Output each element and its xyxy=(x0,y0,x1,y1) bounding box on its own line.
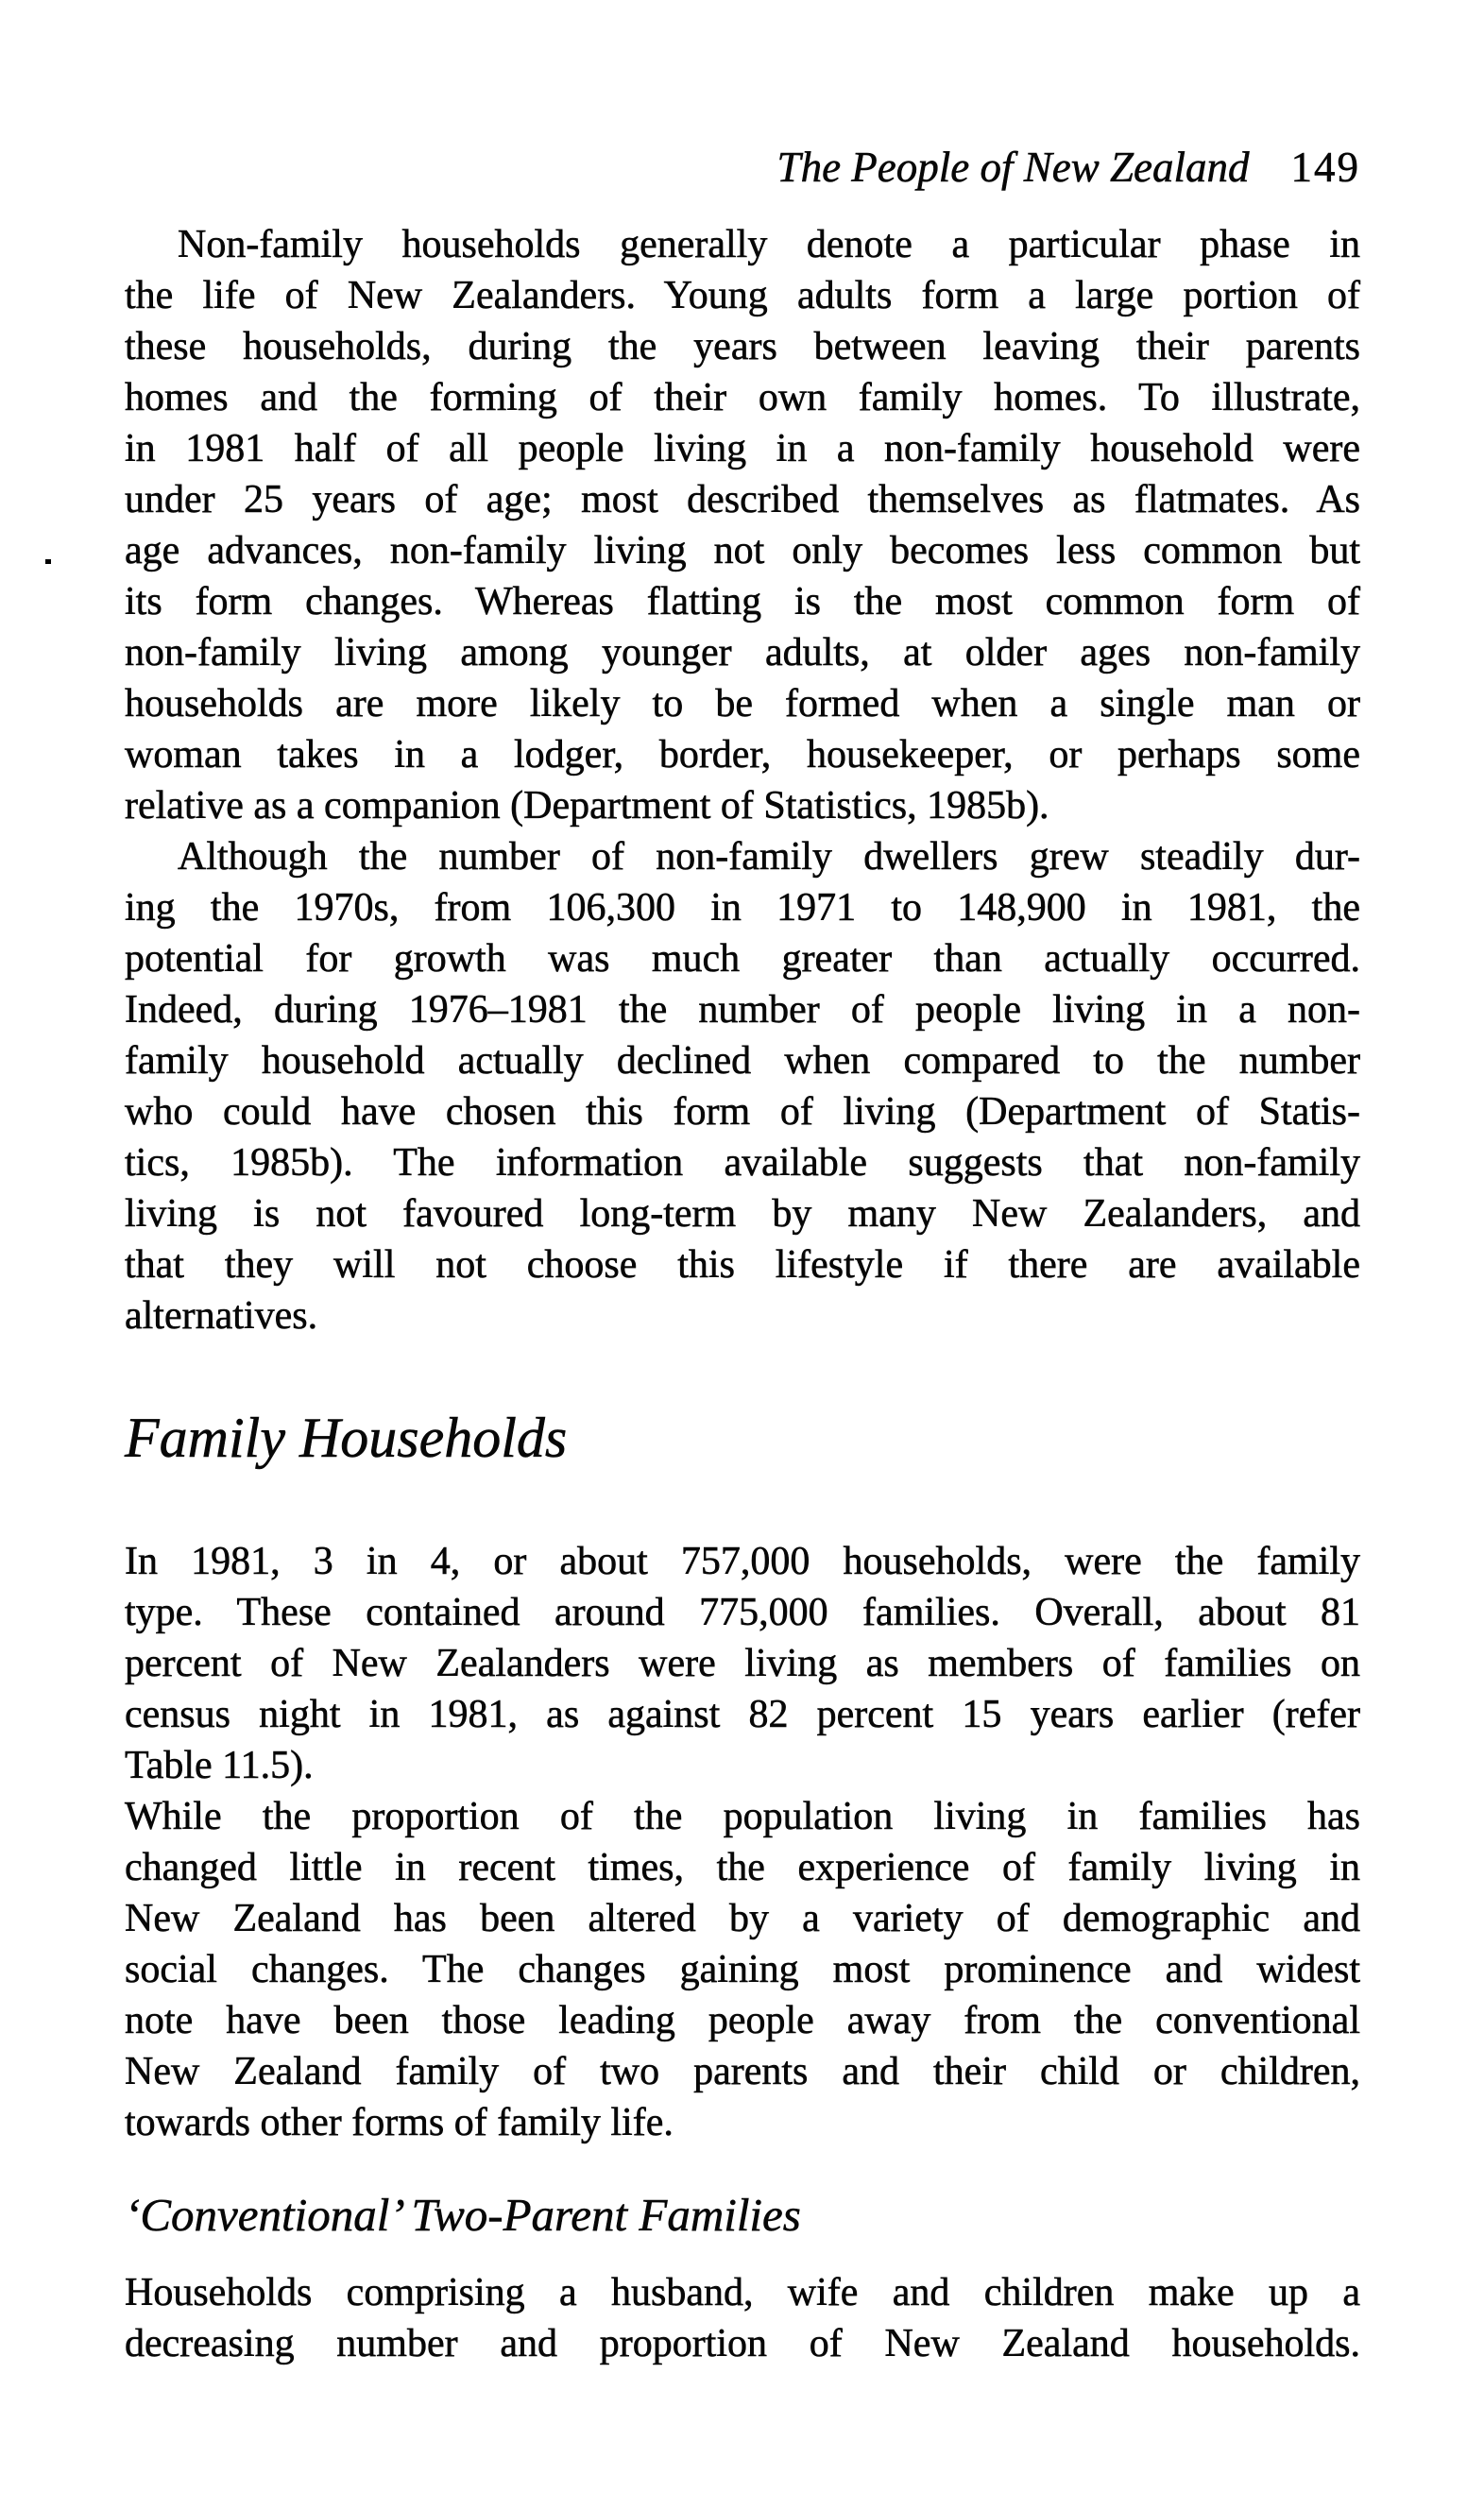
text-line: its form changes. Whereas flatting is the most common form of xyxy=(125,580,1360,623)
text-line: households are more likely to be formed when a single man or xyxy=(125,682,1360,726)
text-line: decreasing number and proportion of New Zealand households. xyxy=(125,2322,1360,2365)
subsection-heading-conventional-two-parent-families: ‘Conventional’ Two-Parent Families xyxy=(125,2189,801,2241)
text-line: non-family living among younger adults, at older ages non-family xyxy=(125,631,1360,674)
paragraph-non-family-households-1 xyxy=(125,219,1360,831)
text-line: the life of New Zealanders. Young adults form a large portion of xyxy=(125,274,1360,317)
text-line: census night in 1981, as against 82 percent 15 years earlier (refer xyxy=(125,1693,1360,1736)
text-line: Although the number of non-family dwellers grew steadily dur- xyxy=(178,835,1360,879)
text-line: living is not favoured long-term by many New Zealanders, and xyxy=(125,1192,1360,1236)
text-line: potential for growth was much greater than actually occurred. xyxy=(125,937,1360,981)
text-line: percent of New Zealanders were living as members of families on xyxy=(125,1642,1360,1685)
text-line: While the proportion of the population living in families has xyxy=(125,1795,1360,1838)
text-line: who could have chosen this form of living (Department of Statis- xyxy=(125,1090,1360,1134)
running-header xyxy=(125,142,1360,193)
text-line: New Zealand has been altered by a variety of demographic and xyxy=(125,1897,1360,1940)
text-line: relative as a companion (Department of Statistics, 1985b). xyxy=(125,784,1049,828)
text-line: in 1981 half of all people living in a non-family household were xyxy=(125,427,1360,470)
text-line: Households comprising a husband, wife and children make up a xyxy=(125,2271,1360,2314)
text-line: under 25 years of age; most described themselves as flatmates. As xyxy=(125,478,1360,521)
text-line: age advances, non-family living not only becomes less common but xyxy=(125,529,1360,572)
text-line: tics, 1985b). The information available suggests that non-family xyxy=(125,1141,1360,1185)
text-line: Table 11.5). xyxy=(125,1744,314,1787)
text-line: Non-family households generally denote a particular phase in xyxy=(178,223,1360,266)
scan-speck xyxy=(45,559,51,564)
text-line: homes and the forming of their own family homes. To illustrate, xyxy=(125,376,1360,419)
paragraph-non-family-households-2 xyxy=(125,831,1360,1341)
text-line: In 1981, 3 in 4, or about 757,000 households, were the family xyxy=(125,1540,1360,1583)
paragraph-conventional-two-parent-1 xyxy=(125,2267,1360,2369)
text-line: social changes. The changes gaining most prominence and widest xyxy=(125,1948,1360,1991)
text-line: towards other forms of family life. xyxy=(125,2101,674,2144)
text-line: woman takes in a lodger, border, housekeeper, or perhaps some xyxy=(125,733,1360,777)
page-number: 149 xyxy=(1290,144,1360,191)
text-line: type. These contained around 775,000 families. Overall, about 81 xyxy=(125,1591,1360,1634)
paragraph-family-households-1 xyxy=(125,1536,1360,1791)
paragraph-family-households-2 xyxy=(125,1791,1360,2148)
text-line: that they will not choose this lifestyle if there are available xyxy=(125,1243,1360,1287)
text-line: family household actually declined when compared to the number xyxy=(125,1039,1360,1083)
text-line: Indeed, during 1976–1981 the number of people living in a non- xyxy=(125,988,1360,1032)
text-line: these households, during the years between leaving their parents xyxy=(125,325,1360,368)
text-line: ing the 1970s, from 106,300 in 1971 to 148,900 in 1981, the xyxy=(125,886,1360,930)
text-line: changed little in recent times, the experience of family living in xyxy=(125,1846,1360,1889)
section-heading-family-households: Family Households xyxy=(125,1407,568,1469)
running-title: The People of New Zealand xyxy=(776,144,1250,191)
text-line: New Zealand family of two parents and their child or children, xyxy=(125,2050,1360,2093)
text-line: note have been those leading people away from the conventional xyxy=(125,1999,1360,2042)
text-line: alternatives. xyxy=(125,1294,318,1338)
